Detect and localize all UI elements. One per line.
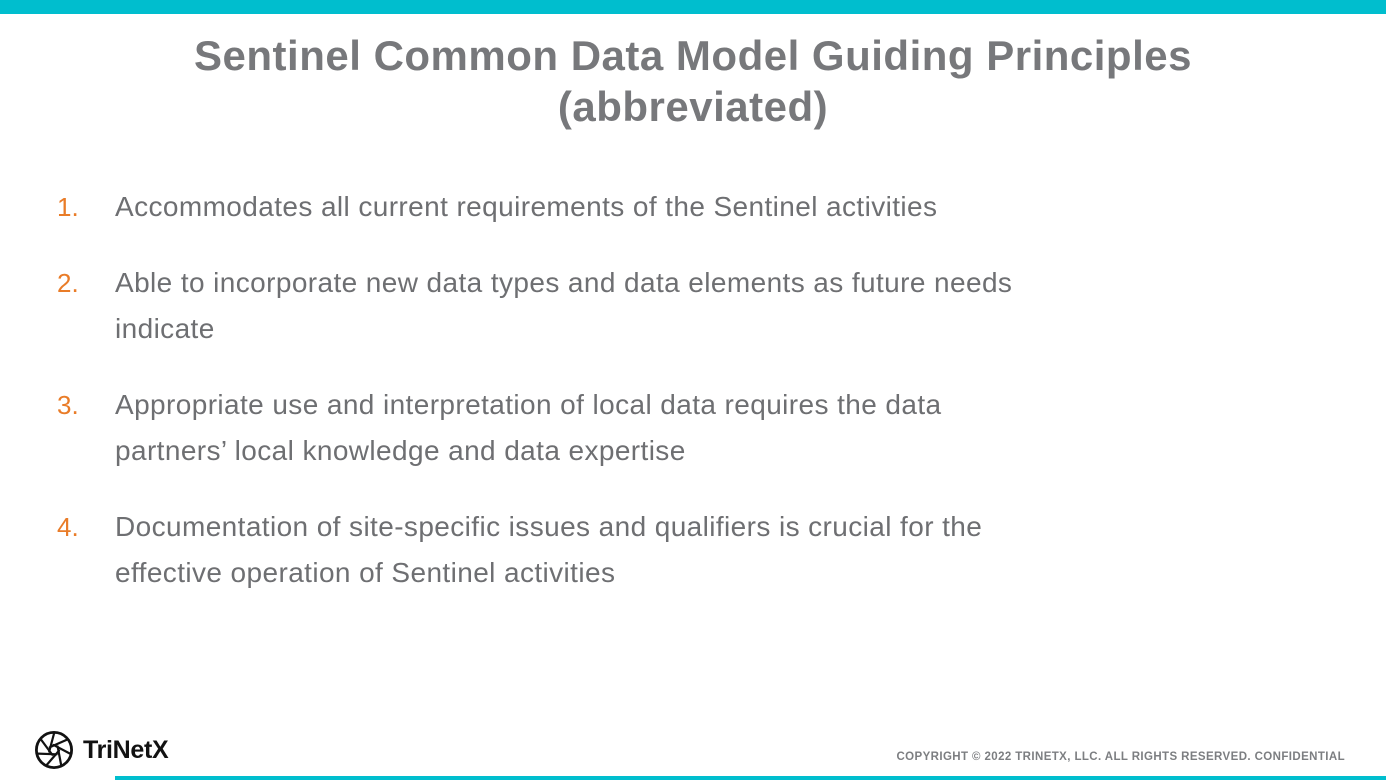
item-text: Documentation of site-specific issues and qualifiers is crucial for the effective operation of Sentinel activities <box>115 511 983 589</box>
list-item <box>57 504 1067 596</box>
bottom-accent-line <box>115 776 1386 780</box>
item-text: Accommodates all current requirements of the Sentinel activities <box>115 191 938 223</box>
copyright-text: COPYRIGHT © 2022 TRINETX, LLC. ALL RIGHTS RESERVED. CONFIDENTIAL <box>896 751 1345 763</box>
logo-text: TriNetX <box>83 735 169 764</box>
list-item <box>57 382 1067 474</box>
trinetx-logo <box>34 730 168 770</box>
slide-title <box>0 30 1386 132</box>
title-line-1: Sentinel Common Data Model Guiding Principles <box>194 32 1192 79</box>
item-number: 2. <box>57 268 79 299</box>
list-item <box>57 260 1067 352</box>
item-text: Able to incorporate new data types and data elements as future needs indicate <box>115 267 1013 345</box>
item-number: 4. <box>57 512 79 543</box>
title-line-2: (abbreviated) <box>557 83 829 131</box>
item-number: 3. <box>57 390 79 421</box>
item-text: Appropriate use and interpretation of local data requires the data partners’ local knowledge and data expertise <box>115 389 942 467</box>
top-accent-bar <box>0 0 1386 14</box>
list-item <box>57 184 1067 230</box>
aperture-icon <box>34 730 74 770</box>
principles-list <box>57 184 1067 596</box>
item-number: 1. <box>57 192 79 223</box>
